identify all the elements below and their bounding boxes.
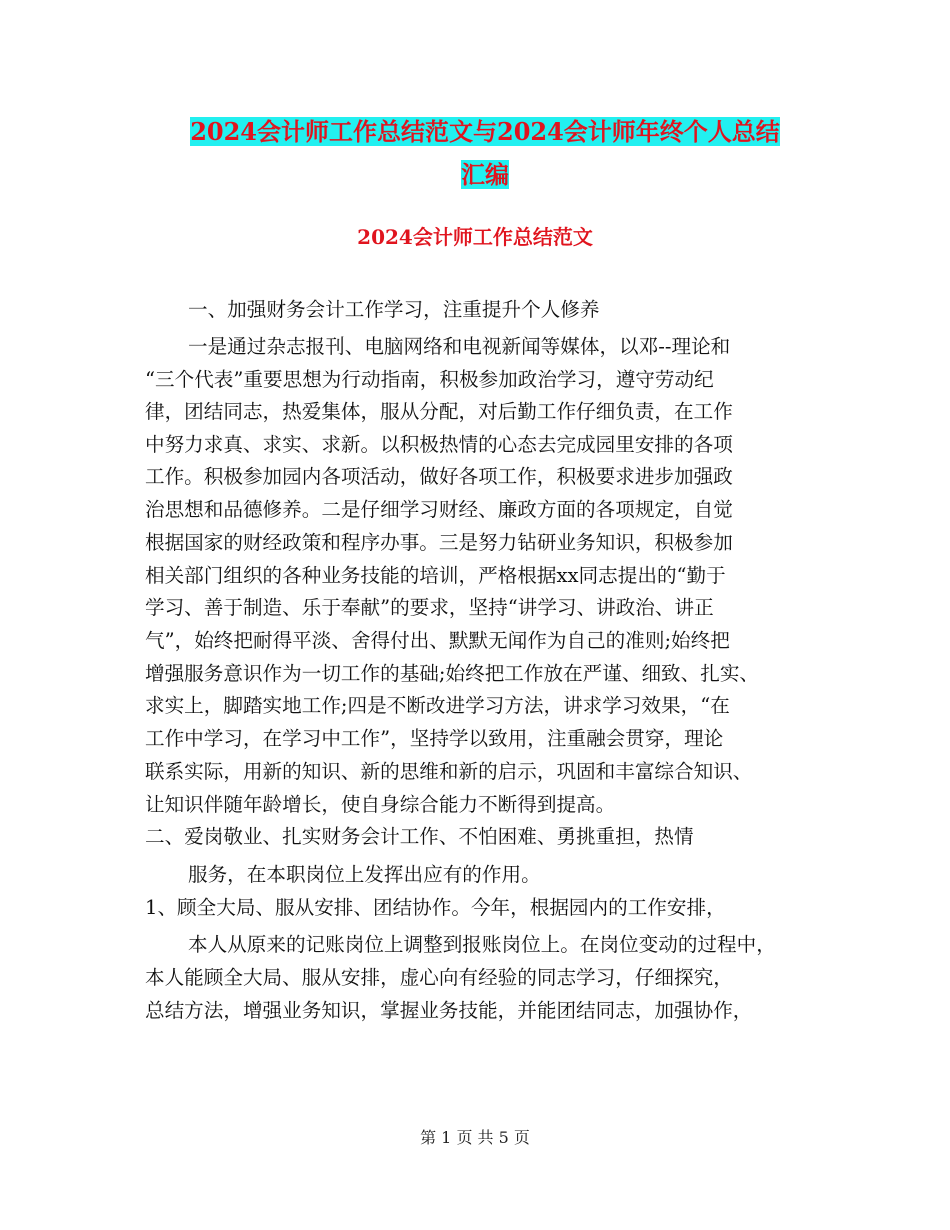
paragraph-line: 律，团结同志，热爱集体，服从分配，对后勤工作仔细负责，在工作 xyxy=(145,400,733,423)
paragraph-line: 增强服务意识作为一切工作的基础;始终把工作放在严谨、细致、扎实、 xyxy=(145,662,760,685)
paragraph-line: 中努力求真、求实、求新。以积极热情的心态去完成园里安排的各项 xyxy=(145,433,733,456)
paragraph-line: 二、爱岗敬业、扎实财务会计工作、不怕困难、勇挑重担，热情 xyxy=(145,825,694,848)
document-title-line-2: 汇编 xyxy=(461,160,509,189)
paragraph-line: 治思想和品德修养。二是仔细学习财经、廉政方面的各项规定，自觉 xyxy=(145,498,733,521)
heading-1: 一、加强财务会计工作学习，注重提升个人修养 xyxy=(188,298,600,321)
paragraph-line: 相关部门组织的各种业务技能的培训，严格根据xx同志提出的“勤于 xyxy=(145,564,726,587)
paragraph-line: 本人能顾全大局、服从安排，虚心向有经验的同志学习，仔细探究， xyxy=(145,966,733,989)
paragraph-line: 工作中学习，在学习中工作”，坚持学以致用，注重融会贯穿，理论 xyxy=(145,727,724,750)
paragraph-line: 求实上，脚踏实地工作;四是不断改进学习方法，讲求学习效果，“在 xyxy=(145,694,730,717)
heading-2: 服务，在本职岗位上发挥出应有的作用。 xyxy=(188,863,541,886)
paragraph-line: 学习、善于制造、乐于奉献”的要求，坚持“讲学习、讲政治、讲正 xyxy=(145,596,714,619)
paragraph-line: 本人从原来的记账岗位上调整到报账岗位上。在岗位变动的过程中， xyxy=(188,933,776,956)
paragraph-line: 总结方法，增强业务知识，掌握业务技能，并能团结同志，加强协作， xyxy=(145,999,753,1022)
paragraph-line: 让知识伴随年龄增长，使自身综合能力不断得到提高。 xyxy=(145,793,616,816)
paragraph-line: 根据国家的财经政策和程序办事。三是努力钻研业务知识，积极参加 xyxy=(145,531,733,554)
paragraph-line: “三个代表”重要思想为行动指南，积极参加政治学习，遵守劳动纪 xyxy=(145,368,714,391)
page-footer: 第 1 页 共 5 页 xyxy=(420,1128,530,1147)
document-title-line-1: 2024会计师工作总结范文与2024会计师年终个人总结 xyxy=(190,117,780,146)
paragraph-line: 气”，始终把耐得平淡、舍得付出、默默无闻作为自己的准则;始终把 xyxy=(145,629,730,652)
paragraph-line: 联系实际，用新的知识、新的思维和新的启示，巩固和丰富综合知识、 xyxy=(145,760,753,783)
paragraph-line: 1、顾全大局、服从安排、团结协作。今年，根据园内的工作安排， xyxy=(145,896,726,919)
paragraph-line: 工作。积极参加园内各项活动，做好各项工作，积极要求进步加强政 xyxy=(145,465,733,488)
paragraph-line: 一是通过杂志报刊、电脑网络和电视新闻等媒体，以邓--理论和 xyxy=(188,335,731,358)
section-title: 2024会计师工作总结范文 xyxy=(357,225,593,249)
